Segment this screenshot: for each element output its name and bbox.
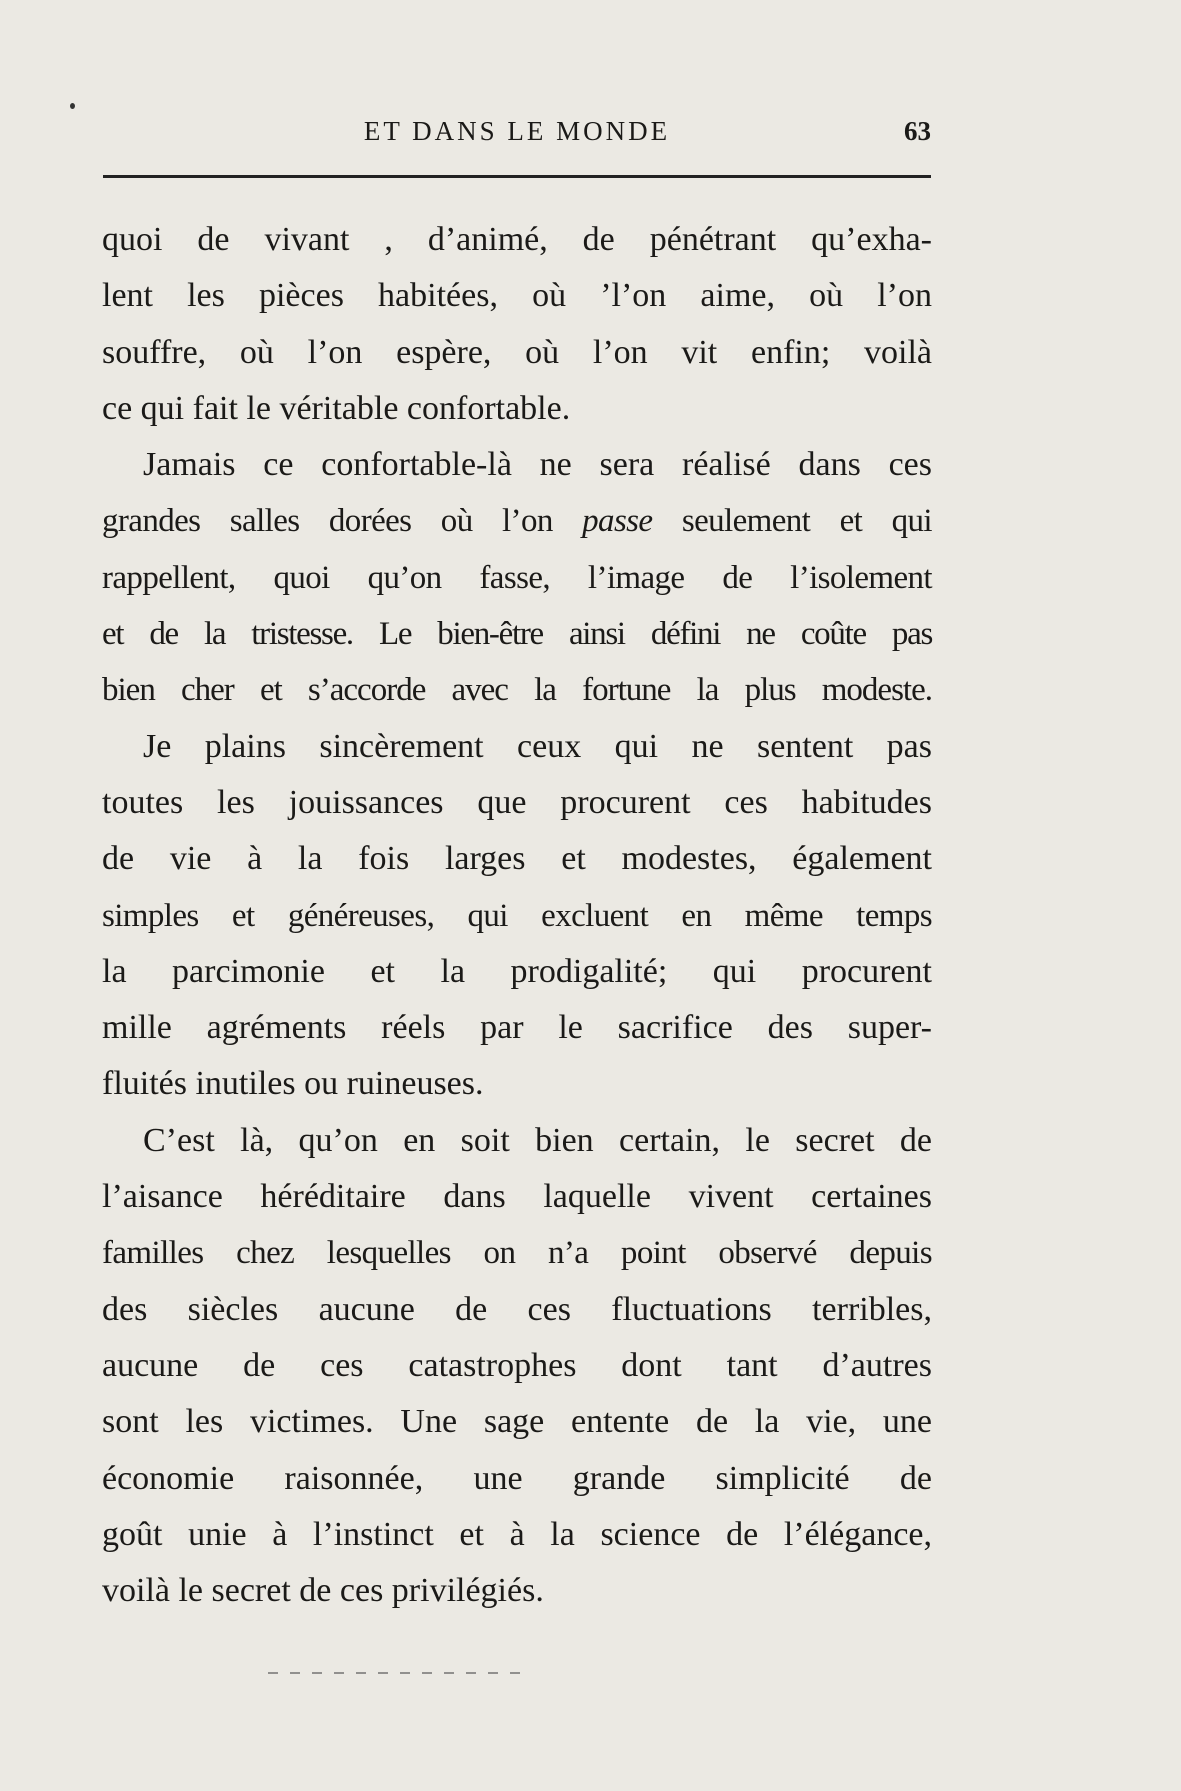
text-line (102, 493, 932, 549)
text-line: rappellent, quoi qu’on fasse, l’image de l’isolement (102, 559, 932, 596)
text-line: goût unie à l’instinct et à la science de l’élégance, (102, 1515, 932, 1553)
text-line: et de la tristesse. Le bien-être ainsi défini ne coûte pas (102, 616, 932, 653)
text-span: grandes salles dorées où l’on (102, 503, 583, 540)
text-line: toutes les jouissances que procurent ces habitudes (102, 783, 932, 821)
text-line: sont les victimes. Une sage entente de la vie, une (102, 1403, 932, 1441)
text-line: la parcimonie et la prodigalité; qui procurent (102, 952, 932, 990)
text-line: des siècles aucune de ces fluctuations terribles, (102, 1290, 932, 1328)
text-line: l’aisance héréditaire dans laquelle vivent certaines (102, 1178, 932, 1216)
running-header (103, 112, 931, 152)
text-line: de vie à la fois larges et modestes, également (102, 840, 932, 878)
text-line: fluités inutiles ou ruineuses. (102, 1065, 484, 1103)
text-line: familles chez lesquelles on n’a point observé depuis (102, 1235, 932, 1272)
text-span: seulement et qui (652, 503, 932, 540)
text-line: mille agréments réels par le sacrifice des super- (102, 1009, 932, 1047)
text-line: voilà le secret de ces privilégiés. (102, 1572, 544, 1610)
page-number: 63 (904, 116, 931, 146)
page-body (102, 212, 932, 1619)
text-line: économie raisonnée, une grande simplicité de (102, 1459, 932, 1497)
text-line: C’est là, qu’on en soit bien certain, le secret de (143, 1121, 932, 1159)
text-line: simples et généreuses, qui excluent en même temps (102, 897, 932, 934)
header-rule (103, 175, 931, 178)
text-line: ce qui fait le véritable confortable. (102, 389, 571, 427)
bottom-ornament-dashes (268, 1672, 526, 1674)
text-line: souffre, où l’on espère, où l’on vit enfin; voilà (102, 333, 932, 371)
text-line: bien cher et s’accorde avec la fortune la plus modeste. (102, 672, 932, 709)
italic-word: passe (582, 503, 653, 540)
text-line: Jamais ce confortable-là ne sera réalisé dans ces (143, 446, 932, 484)
ink-speck (70, 103, 75, 109)
text-line: aucune de ces catastrophes dont tant d’autres (102, 1346, 932, 1384)
text-line: Je plains sincèrement ceux qui ne sentent pas (143, 727, 932, 765)
running-title: ET DANS LE MONDE (363, 116, 671, 146)
text-line: lent les pièces habitées, où ’l’on aime, où l’on (102, 277, 932, 315)
text-line: quoi de vivant , d’animé, de pénétrant qu’exha- (102, 221, 932, 258)
